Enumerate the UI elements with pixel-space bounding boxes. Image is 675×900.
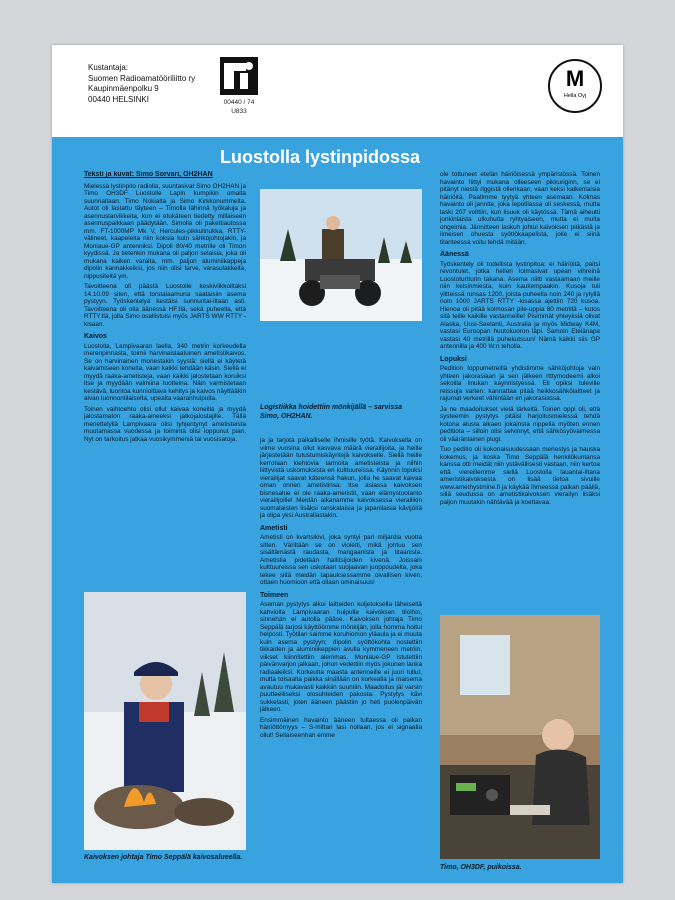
col1-paragraph-1: Mielessä lystinpito radiolla, suuntasivat Simo OH2HAN ja Timo OH3DF Luostolle Lapin kumpikin omalta suunnaltaan. Timo Nokialta ja Simo Kirkkonummelta. Autot oli lastattu täyteen – Timolla lähinnä työkaluja ja asennustarvikkeita, kun ei etukäteen tiedetty millaiseen asennuspaikkaan päädytään. Simolla oli pakettiautossa mm. FT-1000MP Mk V, Hercules-pikkulinukka, RTTY-välineet, kaapeleita niin koksia kuin sähköjohtojakin, ja Moniaue-GP antenniksi. Dipoli 80/40 metrille oli Timon kyydissä. Ja tietenkin mukana oli paljon selaisia, joka oli mukana kaiken varalta, mm. paljon aluminiikappeja dipolin kannakkeiksi, jos niin olisi tarve, varasulakkeita, nippusiteitä ym. [84,182,246,280]
photo-radio-operator [440,615,600,859]
photo-radio-operator-caption: Timo, OH3DF, puikoissa. [440,864,522,871]
article-title: Luostolla lystinpidossa [220,147,421,167]
column-2 [260,437,422,877]
printer-logo-name: Hella Oyj [563,93,587,99]
toimeen-paragraph-1: Aseman pystytys alkoi laitteiden kuljetuksella läheiseltä kahviolta Lampivaaran huipulle kaivoksen tiloihin, sinnehän ei autolla pääse. Kaivoksen johtaja Timo Seppälä tarjosi käyttöömme mönkijän, jolla homma hoitui helposti. Työtilan saimme koruhiomon yläaula ja ei muuta kuin asema pystyyn; dipolin syöttökohta nostettiin tikkaiden ja aluminiikeppien avulla kymmeneen metriin, viikset kiinnitettiin alemmas. Moniaue-GP istutettiin päivänvarjon jalkaan, johon vedettiin myös jokunen lanka radiaaleiksi. Korkeutta maasta antenneille ei juuri tullut, mutta toisaalta paikka sinällään on korkealla ja maisema avautuu mukavasti kaikkiin suuntiin. Maadoitus jäi varsin puutteelliseksi olosuhteiden pakosta. Pystytys kävi sukkelasti, joten ääneen päästiin jo heti puolenpäivän jälkeen. [260,601,422,713]
ametisti-heading: Ametisti [260,524,288,532]
publisher-label: Kustantaja: [88,63,129,72]
kaivos-paragraph-1: Luostolla, Lampivaaran laella, 340 metrin korkeudella merenpinnasta, toimii harvinaislaatuinen ametistikaivos. Se on harvinainen monestakin syystä: siellä ei käytetä kaivamiseen koneita, vaan kaikki tehdään käsin. Siellä ei myydä raaka-ametisteja, vaan kaikki jalostetaan koruiksi itse ja myydään valmiina tuotteina. Näin varmistetaan kestävä, luontoa kunnioittava kehitys ja kaivos näyttääkin aivan luonnontilaiselta, upealta vaaranhuipulta. [84,342,246,402]
column-1 [84,171,246,583]
magazine-page [52,45,623,883]
column-3 [440,171,600,611]
postal-code-line1: 00440 / 74 [223,99,255,106]
kaivos-paragraph-2: Toinen vaihtoehto olisi ollut kaivaa koneilla ja myydä jalostamaton raaka-aineeksi jatkojalostajille. Tällä menettelyllä Lampivaara olisi tyhjentynyt ametisteista muutamassa vuodessa ja toiminta olisi loppunut pian. Nyt on tarkoitus jatkaa vuosikymmeniä tai vuosisatoja. [84,405,246,443]
postal-logo-icon [220,57,258,95]
printer-logo-letter: M [565,66,585,91]
lopuksi-paragraph-3: Tuo peditio oli kokonaisuudessaan menestys ja hauska kokemus, ja koska Timo Seppälä henkilökuntansa kanssa otti meidät niin ystävällisesti vastaan, niin kertoa että viereillemme siellä Luostolla lauantai-iltana ameristikaivoksesta on lisää tietoa sivuille www.amethystmine.fi ja käykää ihmeessä paikan päällä, sillä seudussa on ametistikaivoksen vierailyn lisäksi paljon muutakin nähtävää ja koettavaa. [440,446,600,506]
lopuksi-paragraph-2: Ja ne maadoitukset vielä tärkeitä. Toinen oppi oli, että systeemin pystytys pitäisi harjoitusmielessä tehdä kotona alusta alkaen jokainsta nippelia myöten ennen peditiota – silloin olisi selvinnyt, että sähkösyövaimessa oli vääränlainen plugi. [440,405,600,443]
printer-logo [548,59,602,113]
publisher-street: Kaupinmäenpolku 9 [88,84,159,93]
article-area [52,137,623,883]
byline: Teksti ja kuvat: Simo Sorvari, OH2HAN [84,171,213,178]
col3-paragraph-1: ole tottuneet etelän häiriöisessä ympäristössä. Toinen havainto liittyi mukana olleeseen pikkuriginn, se ei pitänyt niestä riggistä ollenkaan, vaan keksi kaikenlaisia häiriöitä. Paatimme tyytyä yhteen asemaan. Kolmas havainto oli jannite, joka lepotilassa oli seskessä, mutta laski 207 volttiin, kun lisuuk oli käytössä. Tämä aiheutti jonkinlaista ulkuhutta ryhtyaiseen, mutta ei muita ongelmia. Jännitteen laskuh johtui kaivoksen pitkästä ja ilmeisen ohuesta syöttökaapelista, jolle ei siinä tilanteessa voitu tehdä mitään. [440,171,600,246]
photo-mine-director-caption: Kaivoksen johtaja Timo Seppälä kaivosalueella. [84,854,243,861]
lopuksi-heading: Lopuksi [440,355,467,363]
publisher-block [88,63,195,105]
kaivos-heading: Kaivos [84,333,107,340]
col1-paragraph-2: Tavoitteena oli päästä Luostolle keskiviikkoiltaksi 14.10.09 siten, että torstaiaamuna saataisiin asema pystyyn. Työskentelyä kestäisi sunnuntai-iltaan asti. Tavoitteena oli olla äänessä HF:llä, sekä puheella, että RTTY:llä, jolla Simo osallistuisi myös JARTS WW RTTY -kisaan. [84,283,246,328]
ametisti-paragraph: Ametisti on kvartsikivi, joka syntyi pari miljardia vuotta sitten. Väriltään se on violetti, mikä johtuu sen sisältämästä raudasta, mangaanista ja titaanista. Ametistia pidetään hallitsijoiden kivenä. Joissain kulttuureissa sen uskotaan suojaavan juoppoudelta, joka tekee siitä meidän tapauksessamme oivallisen kiven, ottaen huomioon että ollaan ominaisuus! [260,534,422,586]
aanessa-paragraph: Työskentely oli todellista lystinpitoa: ei häiriöitä, paitsi revontulet, jotka helleri loimasivat upean vihreinä Luostoturtturin takana. Asema niitti vastaamaan meille niin kelsinmiesta, kuin kaukempaakin. Kusoja tuli ylitteissä runsas 1200, joista puheella noin 240 ja rytyllä noin 1000 JARTS RTTY -kisassa ajettiin 720 kusoa. Hienoa oli pitää kolmosan pile-uppia 80 metrillä – kutos sitä teille kaikille vastanneille! Pisimmät yhteyksiä olivat Alaska, Uusi-Seelanti, Australia ja myös Midway K4M, vastasi Euroopan huutokuoron läpi. Samoin Etelänapa vastasi 40 metrillä puhekutsuun! Nämä kaikki siis GP antennilla ja 400 W:n teholla. [440,260,600,350]
toimeen-paragraph-2: Ensimmäinen havainto ääneen tultaessa oli paikan häiriöttömyys – S-mittari lasi nollaan, jos ei signaalia ollut! Sellaiseenhan emme [260,716,422,739]
page-header [52,45,623,137]
photo-atv [260,189,422,321]
publisher-name: Suomen Radioamatööriliitto ry [88,73,196,83]
publisher-city: 00440 HELSINKI [88,94,149,104]
lopuksi-paragraph-1: Pedition loppumetreillä yhdistimme sähköjohtoja vain yhteen jakorasiaan ja sen jälkeen rtttymodeemi alkoi sekoilla linukan kaynnistyessä. Eli opiksi tuleville reissuja varten: kannattaa pitää heikkosähkölaitteet ja rajumat verkeet vähintään eri jakorasiassa. [440,365,600,402]
postal-code [220,98,258,116]
postal-code-line2: U833 [231,108,247,115]
toimeen-heading: Toimeen [260,591,289,599]
photo-mine-director [84,592,246,850]
aanessa-heading: Äänessä [440,251,469,258]
col2-paragraph-1: ja ja tarjota paikalliselle ihmisille työtä. Kaivoksella on viime vuosina ollut kasvava määrä vierailijoita, ja heille järjestetään tutustumiskäyntejä kaivokselle. Siellä heille kerrotaan kiehtovia tarinoita ametisteista ja niihin liittyvistä uskomuksista eri kulttuureissa. Käynnin lopuksi vierailijat saavat käteensä hakun, jolla he saavat kaivaa oman onnen ametistinsa. Itse asiassa kaivoksen bisnesalue ei ole raaka-ametistit, vaan elämystuotanto vierailijoille! Meidän aikanamme kaivoksessa vierailikin suomalaisten lisäksi ranskalaisia ja japanilaisia kävijöitä ja olipa yksi Australiastakin. [260,437,422,519]
photo-atv-caption: Logistiikka hoidettiin mönkijällä – sarvissa Simo, OH2HAN. [260,404,402,420]
